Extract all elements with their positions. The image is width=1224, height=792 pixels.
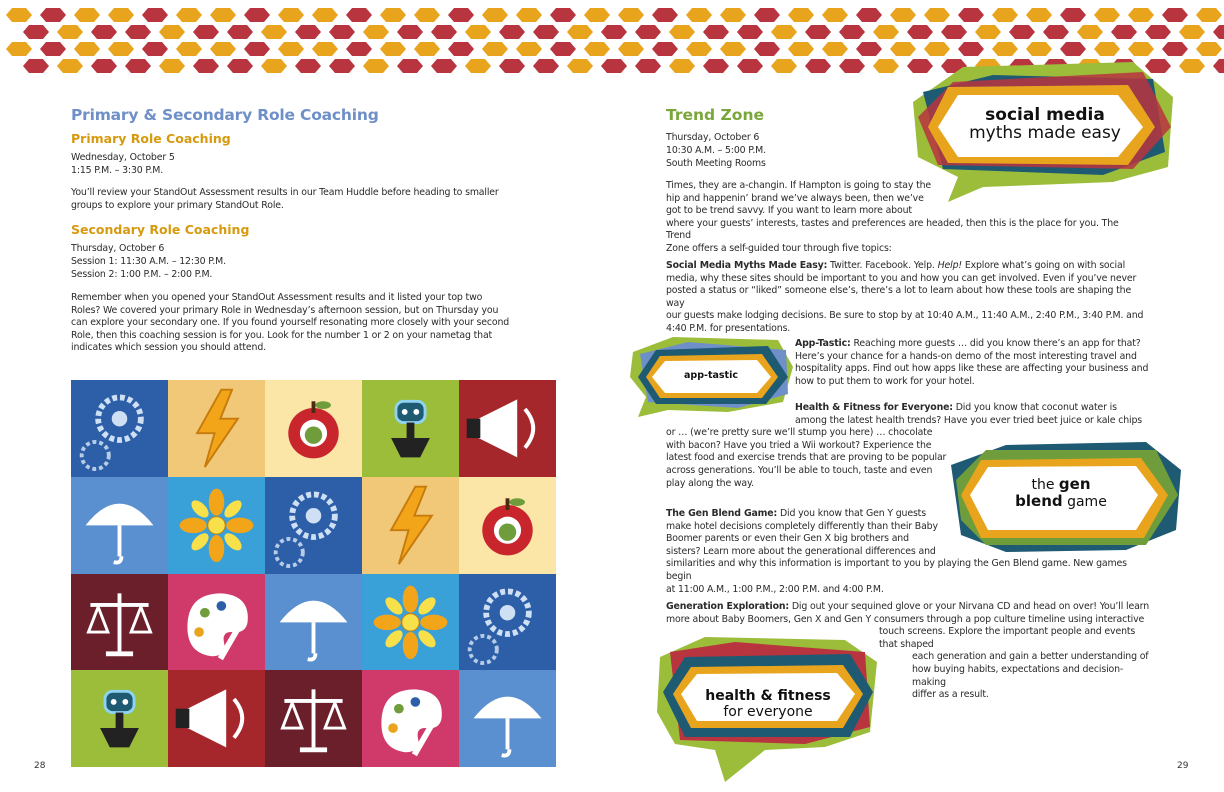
hexagon-tile [805,59,831,73]
hexagon-tile [924,42,950,56]
hexagon-tile [822,8,848,22]
hexagon-tile [23,59,49,73]
secondary-session-2: Session 2: 1:00 P.M. – 2:00 P.M. [71,269,213,280]
umbrella-icon-art [71,477,168,574]
topic-text: posted a status or “liked” someone else’s, there’s a lot to learn about how these tools are shaping the way [666,285,1132,309]
hexagon-tile [584,8,610,22]
lightning-icon [362,477,459,574]
hexagon-tile [601,25,627,39]
topic-text: or … (we’re pretty sure we’ll stump you here) … chocolate [666,427,933,439]
hexagon-tile [873,25,899,39]
umbrella-icon-art [265,574,362,671]
palette-icon-art [362,670,459,767]
flower-icon-art [362,574,459,671]
hexagon-tile [159,25,185,39]
text-line: got to be trend savvy. If you want to learn more about [666,205,912,217]
topic-text: hospitality apps. Find out how apps like these are affecting your business and [795,363,1149,375]
gears-icon [265,477,362,574]
hexagon-tile [108,8,134,22]
scales-icon [265,670,362,767]
hexagon-tile [1145,25,1171,39]
secondary-role-heading: Secondary Role Coaching [71,222,250,237]
hexagon-tile [227,59,253,73]
topic-text: media, why these sites should be important to you and how you can get involved. Even if you’ve never [666,272,1137,284]
hexagon-tile [890,8,916,22]
hexagon-tile [397,59,423,73]
topic-text: differ as a result. [912,689,989,701]
hexagon-tile [142,8,168,22]
topic-text: more about Baby Boomers, Gen X and Gen Y consumers through a pop culture timeline using interactive [666,613,1145,625]
topic-text: Boomer parents or even their Gen X big brothers and [666,533,909,545]
hexagon-tile [346,8,372,22]
palette-icon-art [168,574,265,671]
primary-role-time: 1:15 P.M. – 3:30 P.M. [71,165,164,176]
hexagon-tile [1128,42,1154,56]
bubble-word: game [1067,494,1107,510]
topic-lead: Health & Fitness for Everyone: [795,402,953,413]
topic-text: Did you know that Gen Y guests [777,508,926,519]
hexagon-tile [737,25,763,39]
topic-text: at 11:00 A.M., 1:00 P.M., 2:00 P.M. and 4:00 P.M. [666,583,884,595]
social-media-section [666,260,1150,336]
primary-role-description: You’ll review your StandOut Assessment results in our Team Huddle before heading to smaller groups to explore your primary StandOut Role. [71,187,499,211]
topic-text: latest food and exercise trends that are proving to be popular [666,452,947,464]
hexagon-tile [703,59,729,73]
hexagon-tile [227,25,253,39]
hexagon-tile [210,42,236,56]
hexagon-tile [856,42,882,56]
hexagon-tile [550,42,576,56]
hexagon-tile [176,8,202,22]
hexagon-tile [822,42,848,56]
topic-text: touch screens. Explore the important people and events that shaped [879,626,1136,650]
hexagon-tile [618,8,644,22]
hexagon-tile [1094,42,1120,56]
gears-icon [71,380,168,477]
bubble-word: blend [1015,492,1063,510]
hexagon-tile [907,25,933,39]
hexagon-tile [635,59,661,73]
hexagon-tile [329,59,355,73]
hexagon-tile [1111,25,1137,39]
topic-lead: App-Tastic: [795,338,851,349]
scales-icon-art [265,670,362,767]
bubble-line: social media [985,105,1105,125]
hexagon-tile [788,42,814,56]
lightning-icon [168,380,265,477]
gen-blend-bubble-label [976,477,1146,510]
hexagon-tile [635,25,661,39]
hexagon-tile [754,8,780,22]
page-title-trend-zone: Trend Zone [666,106,764,124]
lightning-icon-art [168,380,265,477]
scales-icon-art [71,574,168,671]
gears-icon-art [265,477,362,574]
hexagon-tile [720,42,746,56]
hexagon-tile [193,25,219,39]
hexagon-tile [941,25,967,39]
hexagon-tile [329,25,355,39]
text-line [795,415,1150,428]
trend-zone-location: South Meeting Rooms [666,158,766,169]
text-line [666,614,1150,627]
hexagon-tile [210,8,236,22]
topic-text: Reaching more guests … did you know there’s an app for that? [850,338,1141,349]
topic-text: make hotel decisions completely differently than their Baby [666,520,938,532]
hexagon-tile [465,59,491,73]
topic-text: Dig out your sequined glove or your Nirvana CD and head on over! You’ll learn [789,601,1149,612]
robot-icon [362,380,459,477]
hexagon-tile [40,8,66,22]
text-line: Times, they are a-changin. If Hampton is going to stay the [666,180,932,191]
bubble-line: for everyone [723,704,813,720]
hexagon-tile [363,59,389,73]
text-line [666,427,1150,440]
hexagon-tile [533,59,559,73]
hexagon-tile [295,59,321,73]
hexagon-tile [108,42,134,56]
apple-icon [459,477,556,574]
hexagon-tile [414,8,440,22]
hexagon-tile [261,25,287,39]
text-line [795,363,1155,376]
umbrella-icon [71,477,168,574]
umbrella-icon [265,574,362,671]
hexagon-tile [890,42,916,56]
hexagon-tile [40,42,66,56]
robot-icon-art [362,380,459,477]
app-tastic-bubble-label: app-tastic [684,370,738,381]
hexagon-tile [975,25,1001,39]
text-line [795,351,1155,364]
hexagon-tile [924,8,950,22]
text-line [666,558,1150,583]
flower-icon [168,477,265,574]
hexagon-tile [1179,25,1205,39]
hexagon-tile [1043,25,1069,39]
hexagon-tile [669,59,695,73]
app-tastic-section [795,338,1155,388]
hexagon-tile [74,8,100,22]
text-line: hip and happenin’ brand we’ve always been, then we’ve [666,192,924,204]
hexagon-tile [465,25,491,39]
hexagon-tile [516,42,542,56]
hexagon-tile [57,25,83,39]
hexagon-tile [601,59,627,73]
hexagon-tile [1026,8,1052,22]
topic-lead: Social Media Myths Made Easy: [666,260,828,271]
topic-text: our guests make lodging decisions. Be sure to stop by at 10:40 A.M., 11:40 A.M., 2:40 P.M., 3:40 P.M. and [666,310,1144,322]
topic-text: how to put them to work for your hotel. [795,375,975,387]
hexagon-tile [482,8,508,22]
text-line [666,310,1150,323]
hexagon-tile [771,25,797,39]
health-fitness-bubble-label [685,688,851,721]
hexagon-tile [652,42,678,56]
hexagon-tile [363,25,389,39]
hexagon-tile [244,8,270,22]
megaphone-icon [459,380,556,477]
topic-text: Twitter. Facebook. Yelp. [827,260,938,271]
hexagon-tile [295,25,321,39]
hexagon-tile [958,8,984,22]
hexagon-tile [1060,42,1086,56]
hexagon-tile [261,59,287,73]
text-line [666,285,1150,310]
hexagon-tile [958,42,984,56]
hexagon-tile [550,8,576,22]
hexagon-tile [992,42,1018,56]
hexagon-tile [703,25,729,39]
hexagon-tile [805,25,831,39]
hexagon-tile [380,8,406,22]
hexagon-tile [346,42,372,56]
hexagon-tile [142,42,168,56]
hexagon-tile [1196,8,1222,22]
hexagon-tile [516,8,542,22]
topic-emphasis: Help! [937,260,962,271]
megaphone-icon [168,670,265,767]
page-number-left: 28 [34,761,46,771]
social-media-bubble-label [940,106,1150,143]
hexagon-tile [1162,8,1188,22]
hexagon-tile [567,59,593,73]
megaphone-icon-art [459,380,556,477]
hexagon-tile [1162,42,1188,56]
topic-text: Here’s your chance for a hands-on demo of the most interesting travel and [795,350,1137,362]
hexagon-tile [567,25,593,39]
hexagon-tile [74,42,100,56]
topic-text: how buying habits, expectations and decision-making [912,663,1124,688]
topic-text: among the latest health trends? Have you ever tried beet juice or kale chips [795,414,1142,426]
bubble-word: the [1031,477,1055,493]
text-line [666,260,1150,273]
hexagon-tile [1128,8,1154,22]
secondary-role-description: Remember when you opened your StandOut Assessment results and it listed your top two Roles? We covered your primary Role in Wednesday’s afternoon session, but on Thursday you can explore your secondary one. If you found yourself resonating more closely with your second Role, then this coaching session is for you. Look for the number 1 or 2 on your nametag that indicates which session you should attend. [71,292,510,354]
hexagon-tile [1094,8,1120,22]
hexagon-tile [737,59,763,73]
gears-icon [459,574,556,671]
hexagon-tile [312,42,338,56]
topic-text: 4:40 P.M. for presentations. [666,322,791,334]
text-line [666,584,1150,597]
hexagon-tile [856,8,882,22]
hexagon-tile [244,42,270,56]
hexagon-tile [499,25,525,39]
hexagon-tile [125,59,151,73]
primary-role-heading: Primary Role Coaching [71,131,231,146]
topic-text: with bacon? Have you tried a Wii workout? Experience the [666,439,932,451]
topic-text: each generation and gain a better understanding of [912,651,1149,663]
hexagon-tile [720,8,746,22]
hexagon-tile [873,59,899,73]
apple-icon-art [459,477,556,574]
page-title-role-coaching: Primary & Secondary Role Coaching [71,106,379,124]
hexagon-tile [23,25,49,39]
apple-icon [265,380,362,477]
page-number-right: 29 [1177,761,1189,771]
hexagon-tile [193,59,219,73]
gears-icon-art [71,380,168,477]
bubble-line: myths made easy [969,123,1121,143]
text-line [795,338,1155,351]
lightning-icon-art [362,477,459,574]
hexagon-tile [448,42,474,56]
hexagon-tile [584,42,610,56]
hexagon-tile [1060,8,1086,22]
palette-icon [168,574,265,671]
text-line [912,689,1150,702]
hexagon-tile [1213,25,1224,39]
scales-icon [71,574,168,671]
bubble-word: gen [1058,475,1091,493]
hexagon-tile [91,25,117,39]
flower-icon-art [168,477,265,574]
hexagon-tile [499,59,525,73]
trend-zone-date: Thursday, October 6 [666,132,760,143]
hexagon-tile [618,42,644,56]
hexagon-tile [1213,59,1224,73]
flower-icon [362,574,459,671]
bubble-line: health & fitness [705,688,831,704]
topic-text: across generations. You’ll be able to touch, taste and even [666,464,933,476]
hexagon-tile [278,42,304,56]
topic-text: Did you know that coconut water is [952,402,1117,413]
text-line [879,626,1150,651]
topic-text: sisters? Learn more about the generational differences and [666,545,936,557]
hexagon-tile [57,59,83,73]
hexagon-tile [91,59,117,73]
topic-lead: Generation Exploration: [666,601,789,612]
hexagon-tile [448,8,474,22]
hexagon-tile [380,42,406,56]
hexagon-tile [839,59,865,73]
hexagon-tile [431,59,457,73]
text-line [666,273,1150,286]
hexagon-tile [1077,25,1103,39]
hexagon-tile [652,8,678,22]
topic-lead: The Gen Blend Game: [666,508,778,519]
hexagon-tile [482,42,508,56]
umbrella-icon [459,670,556,767]
umbrella-icon-art [459,670,556,767]
hexagon-tile [414,42,440,56]
text-line [912,664,1150,689]
topic-text: similarities and why this information is important to you by playing the Gen Blend game. New games begin [666,558,1127,582]
apple-icon-art [265,380,362,477]
gears-icon-art [459,574,556,671]
trend-zone-time: 10:30 A.M. – 5:00 P.M. [666,145,766,156]
hexagon-tile [754,42,780,56]
hexagon-tile [312,8,338,22]
hexagon-tile [397,25,423,39]
hexagon-tile [839,25,865,39]
hexagon-tile [176,42,202,56]
robot-icon-art [71,670,168,767]
palette-icon [362,670,459,767]
hexagon-tile [686,42,712,56]
hexagon-tile [1196,42,1222,56]
hexagon-tile [686,8,712,22]
hexagon-tile [1026,42,1052,56]
hexagon-tile [992,8,1018,22]
secondary-role-date: Thursday, October 6 [71,243,165,254]
hexagon-tile [159,59,185,73]
hexagon-tile [278,8,304,22]
text-line [795,376,1155,389]
megaphone-icon-art [168,670,265,767]
hexagon-tile [771,59,797,73]
text-line [912,651,1150,664]
hexagon-tile [6,8,32,22]
hexagon-tile [533,25,559,39]
text-line [795,402,1150,415]
hexagon-tile [1009,25,1035,39]
secondary-session-1: Session 1: 11:30 A.M. – 12:30 P.M. [71,256,226,267]
hexagon-tile [125,25,151,39]
topic-text: play along the way. [666,477,754,489]
text-line [666,601,1150,614]
hexagon-tile [6,42,32,56]
text-line: where your guests’ interests, tastes and preferences are headed, then this is the place for you. The Trend [666,217,1119,242]
topic-text: Explore what’s going on with social [961,260,1126,271]
primary-role-date: Wednesday, October 5 [71,152,175,163]
illustration-icon-grid [71,380,556,767]
text-line: Zone offers a self-guided tour through five topics: [666,242,892,254]
hexagon-tile [669,25,695,39]
hexagon-tile [788,8,814,22]
hexagon-tile [431,25,457,39]
robot-icon [71,670,168,767]
